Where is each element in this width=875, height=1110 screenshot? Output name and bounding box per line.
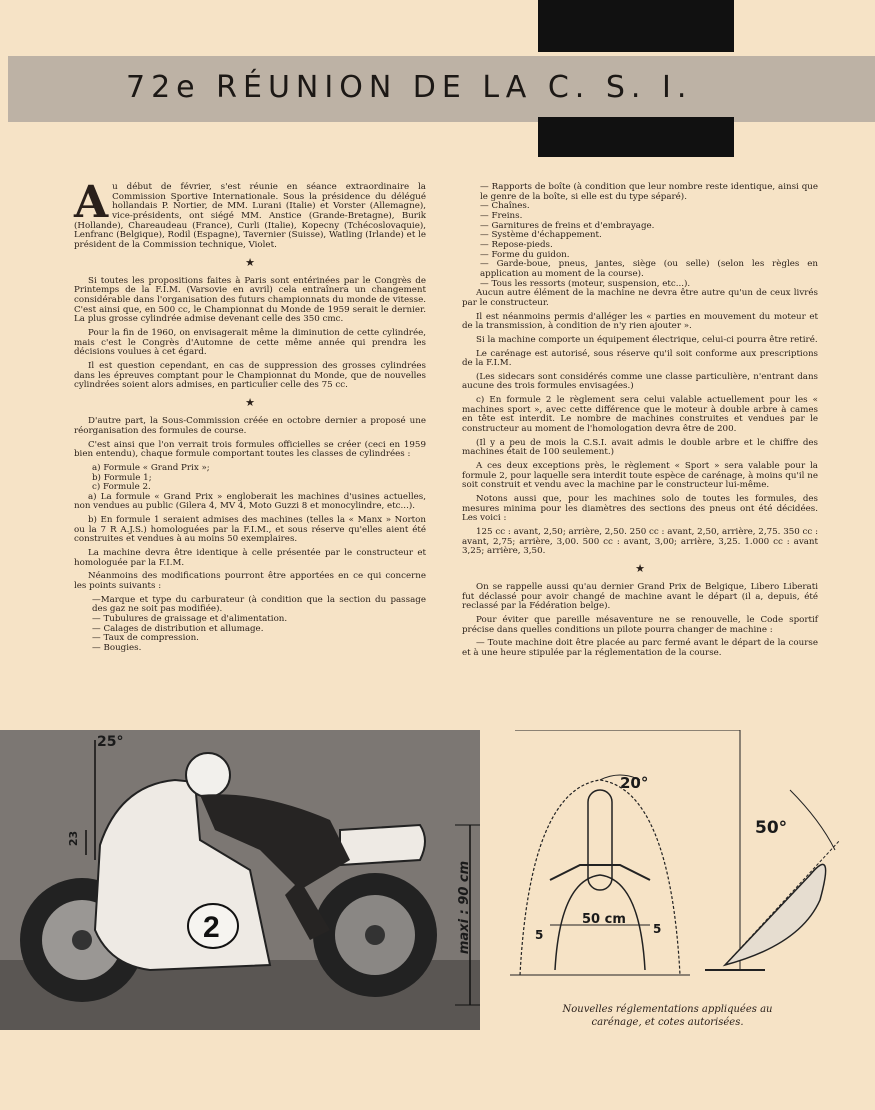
list-item: — Taux de compression. xyxy=(92,633,199,644)
paragraph: Notons aussi que, pour les machines solo de toutes les formules, des mesures minima pour les diamètres des sections des pneus ont été décidées. Les voici : xyxy=(462,494,818,524)
lower-black-bar xyxy=(538,117,734,157)
list-item: —Marque et type du carburateur (à condition que la section du passage des gaz ne soit pas modifiée). xyxy=(92,594,426,615)
paragraph: Le carénage est autorisé, sous réserve qu'il soit conforme aux prescriptions de la F.I.M. xyxy=(462,348,818,369)
right-column xyxy=(462,183,818,663)
number-plate: 2 xyxy=(203,911,220,944)
margin-left-label: 5 xyxy=(535,928,544,942)
paragraph: A ces deux exceptions près, le règlement « Sport » sera valable pour la formule 2, pour laquelle sera interdit toute espèce de carénage, à moins qu'il ne soit construit et vendu avec la machine par le constructeur lui-même. xyxy=(462,461,818,491)
list-item: — Garde-boue, pneus, jantes, siège (ou selle) (selon les règles en application au moment de la course). xyxy=(480,259,818,279)
paragraph: Néanmoins des modifications pourront être apportées en ce qui concerne les points suivants : xyxy=(74,571,426,592)
list-item: — Tous les ressorts (moteur, suspension, etc...). xyxy=(480,278,691,289)
paragraph: Si toutes les propositions faites à Paris sont entérinées par le Congrès de Printemps de la F.I.M. (Varsovie en avril) cela entraînera un changement considérable dans l'organisation des futurs championnats du monde de vitesse. C'est ainsi que, en 500 cc, le Championnat du Monde de 1959 serait le dernier. La plus grosse cylindrée admise devenant celle des 350 cmc. xyxy=(74,275,426,325)
fairing-diagram-drawing xyxy=(490,730,875,1000)
page-title: 72e RÉUNION DE LA C. S. I. xyxy=(126,70,693,105)
left-column xyxy=(74,177,426,654)
paragraph: Si la machine comporte un équipement électrique, celui-ci pourra être retiré. xyxy=(476,334,818,345)
list-item: — Bougies. xyxy=(92,643,142,653)
paragraph: C'est ainsi que l'on verrait trois formules officielles se créer (ceci en 1959 bien entendu), chaque formule comportant toutes les classes de cylindrées : xyxy=(74,439,426,460)
motorcycle-illustration xyxy=(0,730,480,1030)
intro-text: u début de février, s'est réunie en séance extraordinaire la Commission Sportive Internationale. Sous la présidence du délégué hollandais P. Nortier, de MM. Lurani (Italie) et Vorster (Allemagne), vice-présidents, ont siégé MM. Anstice (Grande-Bretagne), Burik (Hollande), Chareaudeau (France), Curli (Italie), Kopecny (Tchécoslovaquie), Lenfranc (Belgique), Rodil (Espagne), Tavernier (Suisse), Watling (Irlande) et le président de la Commission technique, Violet. xyxy=(74,182,426,250)
paragraph: Il est néanmoins permis d'alléger les « parties en mouvement du moteur et de la transmission, à condition de n'y rien ajouter ». xyxy=(462,311,818,332)
paragraph: (Il y a peu de mois la C.S.I. avait admis le double arbre et le chiffre des machines était de 100 seulement.) xyxy=(462,437,818,458)
list-item: — Garnitures de freins et d'embrayage. xyxy=(480,220,655,231)
angle-20-label: 20° xyxy=(620,774,649,792)
list-item: — Calages de distribution et allumage. xyxy=(92,623,264,634)
paragraph: c) En formule 2 le règlement sera celui valable actuellement pour les « machines sport », avec cette différence que le moteur à double arbre à cames en tête est interdit. Le nombre de machines construites et vendues par le constructeur au moment de l'homologation devra être de 200. xyxy=(462,395,818,435)
section-star: ★ xyxy=(635,561,645,575)
margin-right-label: 5 xyxy=(653,922,662,936)
fairing-diagram xyxy=(490,730,875,1000)
paragraph: (Les sidecars sont considérés comme une classe particulière, n'entrant dans aucune des trois formules envisagées.) xyxy=(462,371,818,392)
section-star: ★ xyxy=(245,255,255,269)
paragraph: Pour éviter que pareille mésaventure ne se renouvelle, le Code sportif précise dans quelles conditions un pilote pourra changer de machine : xyxy=(462,615,818,635)
intro-paragraph xyxy=(74,177,426,251)
section-star: ★ xyxy=(245,396,255,410)
list-item: — Freins. xyxy=(480,210,523,221)
paragraph: D'autre part, la Sous-Commission créée en octobre dernier a proposé une réorganisation des formules de course. xyxy=(74,416,426,436)
width-50cm-label: 50 cm xyxy=(582,912,626,927)
list-item: — Tubulures de graissage et d'alimentation. xyxy=(92,614,288,625)
list-item: a) Formule « Grand Prix »; xyxy=(92,462,210,473)
maxi-height-label: maxi : 90 cm xyxy=(457,860,473,955)
height-23-label: 23 xyxy=(67,830,81,847)
list-item: — Forme du guidon. xyxy=(480,249,570,260)
paragraph: Il est question cependant, en cas de suppression des grosses cylindrées dans les épreuves comptant pour le Championnat du Monde, que de nouvelles cylindrées soient alors admises, en particulier celle des 75 cc. xyxy=(74,361,426,391)
list-item: — Repose-pieds. xyxy=(480,239,553,250)
paragraph: 125 cc : avant, 2,50; arrière, 2,50. 250 cc : avant, 2,50, arrière, 2,75. 350 cc : avant, 2,75; arrière, 3,00. 500 cc : avant, 3,00; arrière, 3,25. 1.000 cc : avant 3,25; arrière, 3,50. xyxy=(462,527,818,557)
diagram-caption: Nouvelles réglementations appliquées au carénage, et cotes autorisées. xyxy=(562,1004,773,1028)
paragraph: a) La formule « Grand Prix » engloberait les machines d'usines actuelles, non vendues au public (Gilera 4, MV 4, Moto Guzzi 8 et monocylindre, etc...). xyxy=(74,491,426,512)
paragraph: b) En formule 1 seraient admises des machines (telles la « Manx » Norton ou la 7 R A.J.S.) homologuées par la F.I.M., et sous réserve qu'elles aient été construites et vendues à au moins 50 exemplaires. xyxy=(74,515,426,545)
paragraph: Pour la fin de 1960, on envisagerait même la diminution de cette cylindrée, mais c'est le Congrès d'Automne de cette même année qui prendra les décisions voulues à cet égard. xyxy=(74,328,426,358)
paragraph: La machine devra être identique à celle présentée par le constructeur et homologuée par la F.I.M. xyxy=(74,548,426,568)
drop-cap: A xyxy=(74,177,109,228)
paragraph: On se rappelle aussi qu'au dernier Grand Prix de Belgique, Libero Liberati fut déclassé pour avoir changé de machine avant le départ (il a, depuis, été reclassé par la Fédération belge). xyxy=(462,582,818,612)
paragraph: — Toute machine doit être placée au parc fermé avant le départ de la course et à une heure stipulée par la réglementation de la course. xyxy=(462,638,818,659)
list-item: — Rapports de boîte (à condition que leur nombre reste identique, ainsi que le genre de la boîte, si elle est du type séparé). xyxy=(480,182,818,202)
angle-25-label: 25° xyxy=(97,734,124,750)
list-item: — Chaînes. xyxy=(480,201,530,212)
list-item: b) Formule 1; xyxy=(92,472,152,483)
list-item: — Système d'échappement. xyxy=(480,230,602,241)
motorcycle-photo xyxy=(0,730,480,1030)
angle-50-label: 50° xyxy=(755,818,788,838)
top-black-bar xyxy=(538,0,734,52)
paragraph: Aucun autre élément de la machine ne devra être autre qu'un de ceux livrés par le constructeur. xyxy=(462,288,818,308)
list-item: c) Formule 2. xyxy=(92,482,151,493)
